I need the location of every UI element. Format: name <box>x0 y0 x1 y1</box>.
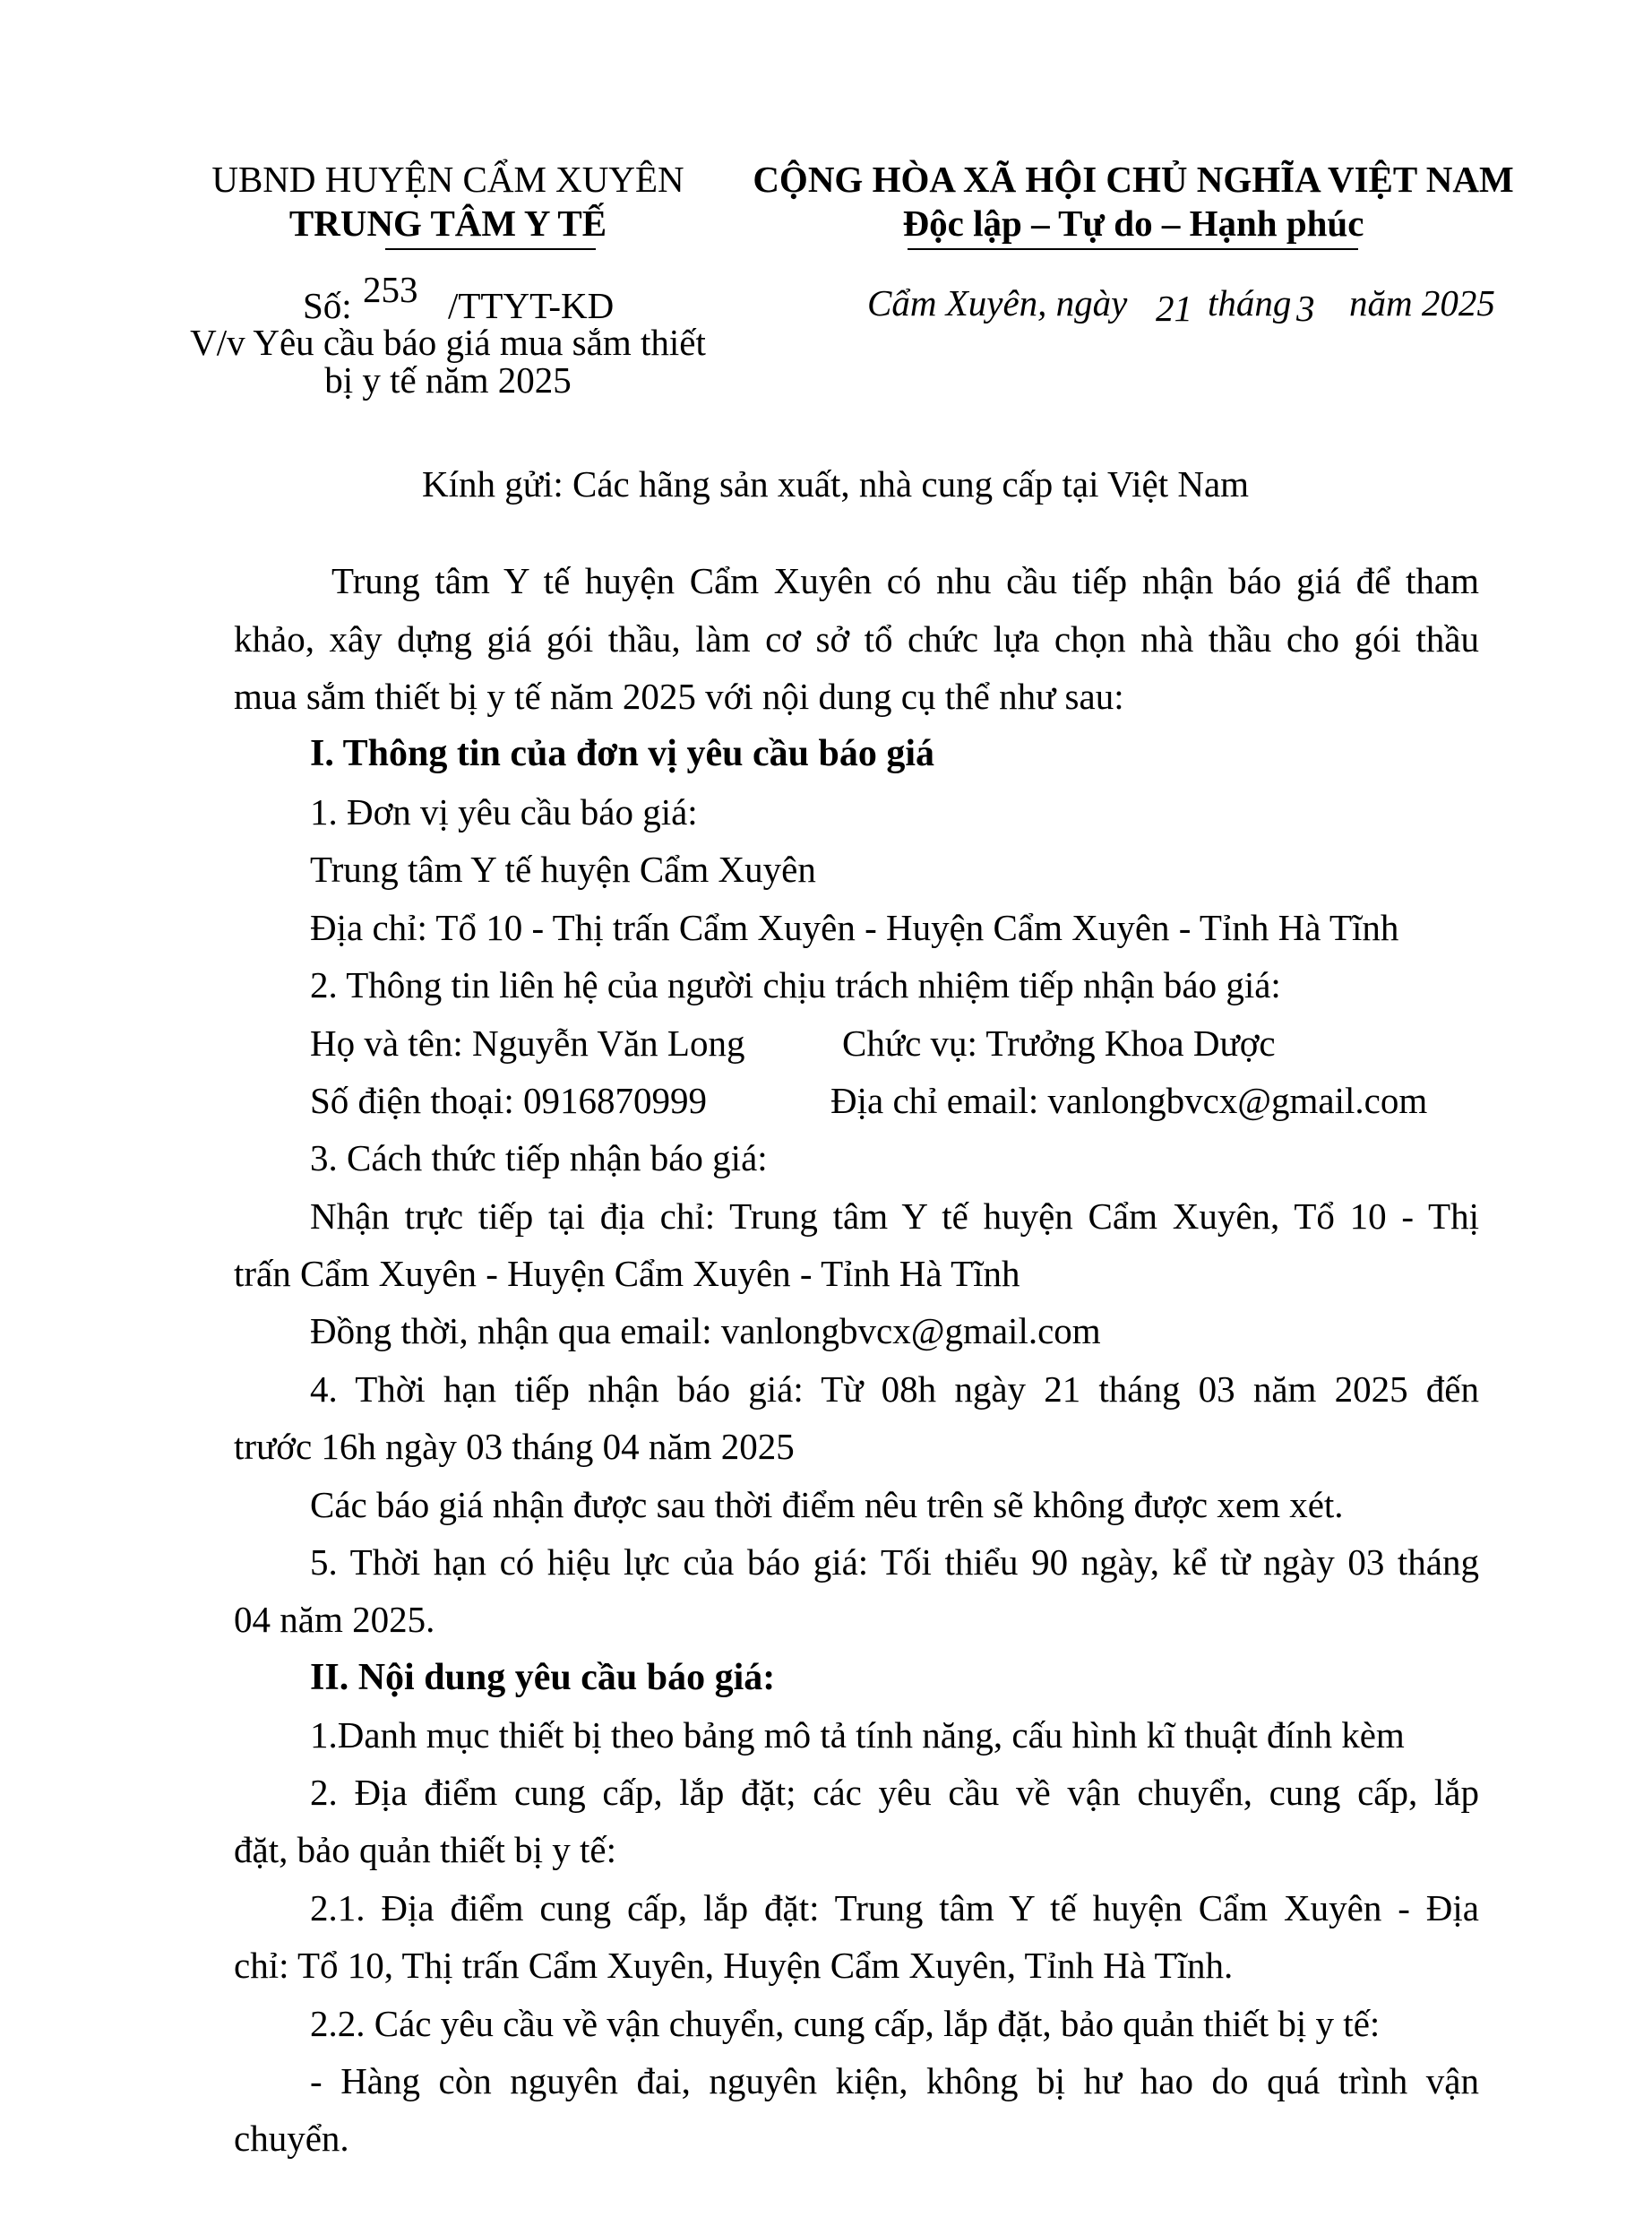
section-1-item-5-line-1: 5. Thời hạn có hiệu lực của báo giá: Tối thiểu 90 ngày, kể từ ngày 03 tháng <box>310 1541 1479 1583</box>
section-1-item-4-line-1: 4. Thời hạn tiếp nhận báo giá: Từ 08h ngày 21 tháng 03 năm 2025 đến <box>310 1368 1479 1410</box>
date-month: 3 <box>1296 288 1315 329</box>
section-2-item-2-1-line-1: 2.1. Địa điểm cung cấp, lắp đặt: Trung tâm Y tế huyện Cẩm Xuyên - Địa <box>310 1887 1479 1928</box>
section-1-item-3: 3. Cách thức tiếp nhận báo giá: <box>310 1137 768 1178</box>
bullet-1-line-1: - Hàng còn nguyên đai, nguyên kiện, không bị hư hao do quá trình vận <box>310 2060 1479 2101</box>
requesting-unit-name: Trung tâm Y tế huyện Cẩm Xuyên <box>310 849 816 890</box>
doc-subject-line2: bị y tế năm 2025 <box>324 359 572 401</box>
motto-underline <box>908 248 1358 250</box>
receive-email: Đồng thời, nhận qua email: vanlongbvcx@gmail.com <box>310 1310 1101 1351</box>
intro-line-2: khảo, xây dựng giá gói thầu, làm cơ sở tổ chức lựa chọn nhà thầu cho gói thầu <box>234 618 1479 660</box>
national-motto: Độc lập – Tự do – Hạnh phúc <box>902 203 1364 244</box>
doc-number: 253 <box>363 269 418 310</box>
intro-line-3: mua sắm thiết bị y tế năm 2025 với nội dung cụ thể như sau: <box>234 676 1124 717</box>
requesting-unit-address: Địa chỉ: Tổ 10 - Thị trấn Cẩm Xuyên - Huyện Cẩm Xuyên - Tỉnh Hà Tĩnh <box>310 907 1399 948</box>
contact-position: Chức vụ: Trưởng Khoa Dược <box>842 1022 1276 1064</box>
section-2-item-2-line-2: đặt, bảo quản thiết bị y tế: <box>234 1829 616 1870</box>
section-1-item-2: 2. Thông tin liên hệ của người chịu trách nhiệm tiếp nhận báo giá: <box>310 964 1281 1005</box>
receive-address-line-2: trấn Cẩm Xuyên - Huyện Cẩm Xuyên - Tỉnh Hà Tĩnh <box>234 1253 1020 1294</box>
unit-underline <box>385 248 596 250</box>
section-2-item-2-line-1: 2. Địa điểm cung cấp, lắp đặt; các yêu cầu về vận chuyển, cung cấp, lắp <box>310 1772 1479 1813</box>
doc-number-suffix: /TTYT-KD <box>448 285 615 326</box>
late-submission-note: Các báo giá nhận được sau thời điểm nêu trên sẽ không được xem xét. <box>310 1484 1344 1525</box>
section-2-item-2-1-line-2: chỉ: Tổ 10, Thị trấn Cẩm Xuyên, Huyện Cẩm Xuyên, Tỉnh Hà Tĩnh. <box>234 1945 1234 1986</box>
date-prefix: Cẩm Xuyên, ngày <box>867 282 1128 324</box>
national-title: CỘNG HÒA XÃ HỘI CHỦ NGHĨA VIỆT NAM <box>753 159 1514 200</box>
doc-number-label: Số: <box>303 285 352 326</box>
receive-address-line-1: Nhận trực tiếp tại địa chỉ: Trung tâm Y tế huyện Cẩm Xuyên, Tổ 10 - Thị <box>310 1195 1479 1237</box>
section-1-heading: I. Thông tin của đơn vị yêu cầu báo giá <box>310 733 934 774</box>
contact-email: Địa chỉ email: vanlongbvcx@gmail.com <box>830 1080 1428 1121</box>
issuing-authority: UBND HUYỆN CẨM XUYÊN <box>211 159 684 200</box>
date-day: 21 <box>1156 288 1192 329</box>
date-month-label: tháng <box>1208 282 1292 324</box>
date-year: năm 2025 <box>1349 282 1495 324</box>
section-2-item-2-2: 2.2. Các yêu cầu về vận chuyển, cung cấp, lắp đặt, bảo quản thiết bị y tế: <box>310 2003 1381 2044</box>
issuing-unit: TRUNG TÂM Y TẾ <box>288 203 607 244</box>
section-2-item-1: 1.Danh mục thiết bị theo bảng mô tả tính năng, cấu hình kĩ thuật đính kèm <box>310 1714 1405 1756</box>
contact-name: Họ và tên: Nguyễn Văn Long <box>310 1022 745 1064</box>
recipient: Kính gửi: Các hãng sản xuất, nhà cung cấp tại Việt Nam <box>422 463 1250 505</box>
section-2-heading: II. Nội dung yêu cầu báo giá: <box>310 1657 776 1698</box>
contact-phone: Số điện thoại: 0916870999 <box>310 1080 708 1121</box>
section-1-item-1: 1. Đơn vị yêu cầu báo giá: <box>310 791 698 833</box>
doc-subject-line1: V/v Yêu cầu báo giá mua sắm thiết <box>190 322 706 363</box>
bullet-1-line-2: chuyển. <box>234 2118 349 2159</box>
section-1-item-4-line-2: trước 16h ngày 03 tháng 04 năm 2025 <box>234 1426 795 1467</box>
section-1-item-5-line-2: 04 năm 2025. <box>234 1599 435 1640</box>
intro-line-1: Trung tâm Y tế huyện Cẩm Xuyên có nhu cầu tiếp nhận báo giá để tham <box>331 560 1479 601</box>
